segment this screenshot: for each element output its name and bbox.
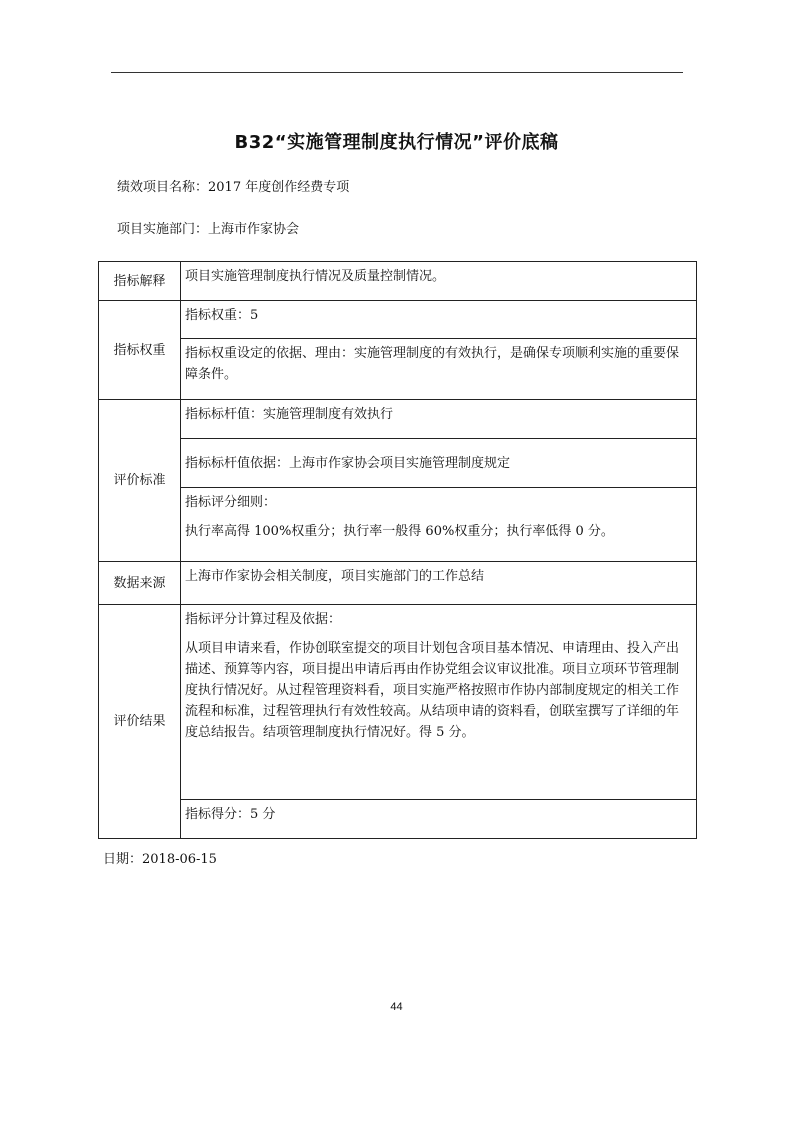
label-evaluation-standard: 评价标准 (99, 400, 181, 562)
row-weight-basis (99, 339, 697, 400)
row-indicator-weight (99, 301, 697, 339)
value-score: 指标得分：5 分 (181, 800, 697, 839)
value-data-source: 上海市作家协会相关制度，项目实施部门的工作总结 (181, 562, 697, 605)
value-benchmark: 指标标杆值：实施管理制度有效执行 (181, 400, 697, 439)
value-benchmark-basis: 指标标杆值依据：上海市作家协会项目实施管理制度规定 (181, 439, 697, 488)
evaluation-table (98, 261, 697, 839)
label-indicator-explanation: 指标解释 (99, 262, 181, 301)
page-number: 44 (390, 1001, 403, 1013)
row-evaluation-standard (99, 400, 697, 439)
value-weight-basis: 指标权重设定的依据、理由：实施管理制度的有效执行，是确保专项顺利实施的重要保障条件。 (181, 339, 697, 400)
label-data-source: 数据来源 (99, 562, 181, 605)
document-title: B32“实施管理制度执行情况”评价底稿 (234, 132, 559, 153)
value-scoring (181, 488, 697, 562)
row-benchmark-basis (99, 439, 697, 488)
department-line: 项目实施部门：上海市作家协会 (117, 222, 300, 237)
label-indicator-weight: 指标权重 (99, 301, 181, 400)
row-indicator-explanation (99, 262, 697, 301)
row-data-source (99, 562, 697, 605)
date-line: 日期：2018-06-15 (103, 852, 217, 867)
value-evaluation-process (181, 605, 697, 800)
scoring-heading: 指标评分细则： (185, 495, 277, 510)
row-evaluation-result (99, 605, 697, 800)
row-score (99, 800, 697, 839)
project-name-line: 绩效项目名称：2017 年度创作经费专项 (117, 180, 350, 195)
header-rule (111, 72, 683, 73)
process-detail: 从项目申请来看，作协创联室提交的项目计划包含项目基本情况、申请理由、投入产出描述、预算等内容，项目提出申请后再由作协党组会议审议批准。项目立项环节管理制度执行情况好。从过程管理资料看，项目实施严格按照市作协内部制度规定的相关工作流程和标准，过程管理执行有效性较高。从结项申请的资料看，创联室撰写了详细的年度总结报告。结项管理制度执行情况好。得 5 分。 (185, 641, 680, 740)
row-scoring-detail (99, 488, 697, 562)
value-indicator-explanation: 项目实施管理制度执行情况及质量控制情况。 (181, 262, 697, 301)
scoring-detail: 执行率高得 100%权重分；执行率一般得 60%权重分；执行率低得 0 分。 (185, 524, 614, 539)
value-weight: 指标权重：5 (181, 301, 697, 339)
process-heading: 指标评分计算过程及依据： (185, 612, 342, 627)
label-evaluation-result: 评价结果 (99, 605, 181, 839)
